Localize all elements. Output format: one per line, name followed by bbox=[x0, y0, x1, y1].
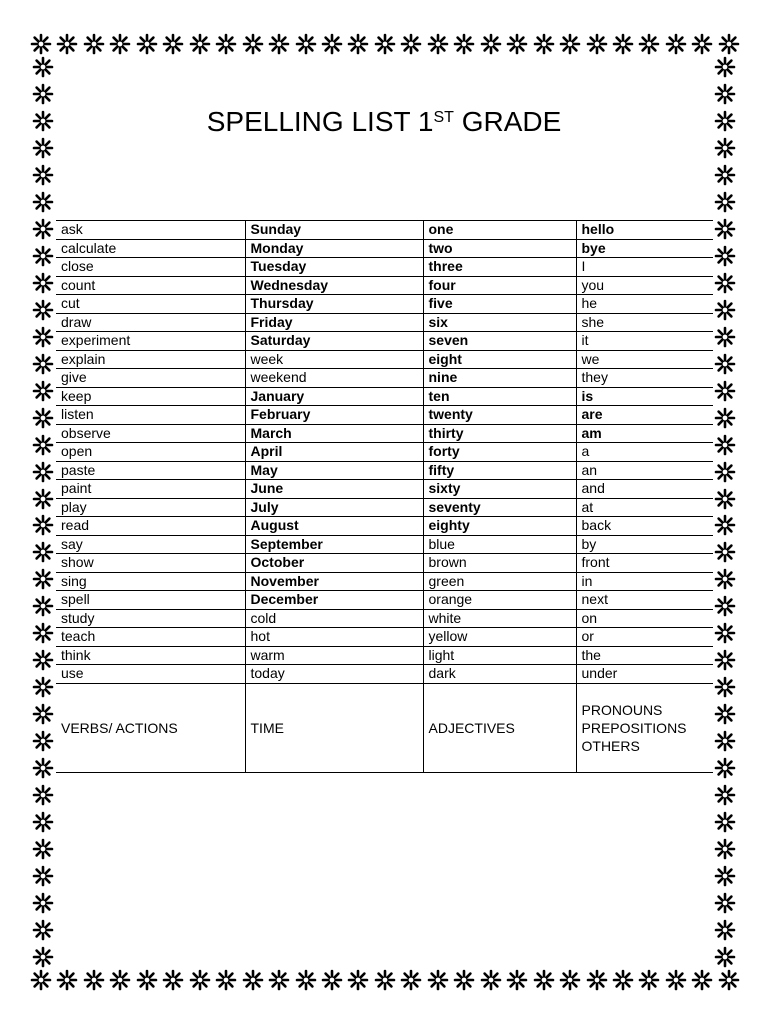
table-cell: July bbox=[245, 498, 423, 517]
table-cell: two bbox=[423, 239, 576, 258]
asterisk-flower-icon bbox=[453, 969, 475, 991]
asterisk-flower-icon bbox=[30, 969, 52, 991]
table-row bbox=[56, 461, 713, 480]
asterisk-flower-icon bbox=[136, 969, 158, 991]
asterisk-flower-icon bbox=[400, 969, 422, 991]
table-cell: explain bbox=[56, 350, 245, 369]
table-cell: you bbox=[576, 276, 713, 295]
asterisk-flower-icon bbox=[32, 838, 54, 860]
asterisk-flower-icon bbox=[242, 969, 264, 991]
asterisk-flower-icon bbox=[714, 353, 736, 375]
table-cell: seven bbox=[423, 332, 576, 351]
asterisk-flower-icon bbox=[32, 407, 54, 429]
asterisk-flower-icon bbox=[32, 380, 54, 402]
asterisk-flower-icon bbox=[714, 568, 736, 590]
category-label: PREPOSITIONS bbox=[581, 719, 687, 736]
asterisk-flower-icon bbox=[691, 969, 713, 991]
title-main: SPELLING LIST 1 bbox=[206, 106, 434, 137]
title-superscript: ST bbox=[433, 109, 454, 126]
table-row bbox=[56, 221, 713, 240]
table-cell: March bbox=[245, 424, 423, 443]
table-cell: calculate bbox=[56, 239, 245, 258]
table-cell: an bbox=[576, 461, 713, 480]
asterisk-flower-icon bbox=[714, 299, 736, 321]
table-cell: hot bbox=[245, 628, 423, 647]
table-cell: forty bbox=[423, 443, 576, 462]
asterisk-flower-icon bbox=[32, 784, 54, 806]
asterisk-flower-icon bbox=[347, 969, 369, 991]
table-cell: front bbox=[576, 554, 713, 573]
table-cell: eighty bbox=[423, 517, 576, 536]
asterisk-flower-icon bbox=[295, 33, 317, 55]
asterisk-flower-icon bbox=[559, 969, 581, 991]
table-cell: yellow bbox=[423, 628, 576, 647]
asterisk-flower-icon bbox=[559, 33, 581, 55]
table-cell: are bbox=[576, 406, 713, 425]
asterisk-flower-icon bbox=[714, 488, 736, 510]
table-cell: seventy bbox=[423, 498, 576, 517]
table-cell: draw bbox=[56, 313, 245, 332]
table-cell: open bbox=[56, 443, 245, 462]
asterisk-flower-icon bbox=[665, 969, 687, 991]
table-cell: under bbox=[576, 665, 713, 684]
table-cell: keep bbox=[56, 387, 245, 406]
category-label: TIME bbox=[250, 719, 284, 736]
table-row bbox=[56, 517, 713, 536]
table-cell: twenty bbox=[423, 406, 576, 425]
asterisk-flower-icon bbox=[268, 33, 290, 55]
asterisk-flower-icon bbox=[714, 191, 736, 213]
table-cell: four bbox=[423, 276, 576, 295]
asterisk-flower-icon bbox=[162, 33, 184, 55]
table-cell: in bbox=[576, 572, 713, 591]
table-cell: by bbox=[576, 535, 713, 554]
asterisk-flower-icon bbox=[32, 56, 54, 78]
asterisk-flower-icon bbox=[714, 865, 736, 887]
table-cell: white bbox=[423, 609, 576, 628]
table-cell: we bbox=[576, 350, 713, 369]
table-cell: close bbox=[56, 258, 245, 277]
asterisk-flower-icon bbox=[427, 969, 449, 991]
asterisk-flower-icon bbox=[714, 514, 736, 536]
asterisk-flower-icon bbox=[400, 33, 422, 55]
category-label: ADJECTIVES bbox=[428, 719, 515, 736]
asterisk-flower-icon bbox=[32, 622, 54, 644]
asterisk-flower-icon bbox=[32, 892, 54, 914]
table-cell: study bbox=[56, 609, 245, 628]
asterisk-flower-icon bbox=[638, 33, 660, 55]
asterisk-flower-icon bbox=[32, 191, 54, 213]
asterisk-flower-icon bbox=[714, 622, 736, 644]
table-cell: they bbox=[576, 369, 713, 388]
category-label: VERBS/ ACTIONS bbox=[61, 719, 178, 736]
asterisk-flower-icon bbox=[714, 919, 736, 941]
table-cell: observe bbox=[56, 424, 245, 443]
asterisk-flower-icon bbox=[30, 33, 52, 55]
asterisk-flower-icon bbox=[295, 969, 317, 991]
table-cell: bye bbox=[576, 239, 713, 258]
asterisk-flower-icon bbox=[268, 969, 290, 991]
asterisk-flower-icon bbox=[32, 595, 54, 617]
table-cell: is bbox=[576, 387, 713, 406]
asterisk-flower-icon bbox=[32, 541, 54, 563]
asterisk-flower-icon bbox=[612, 33, 634, 55]
asterisk-flower-icon bbox=[32, 757, 54, 779]
table-cell: cut bbox=[56, 295, 245, 314]
asterisk-flower-icon bbox=[215, 969, 237, 991]
table-cell: give bbox=[56, 369, 245, 388]
asterisk-flower-icon bbox=[714, 811, 736, 833]
asterisk-flower-icon bbox=[533, 33, 555, 55]
table-row bbox=[56, 239, 713, 258]
table-cell: listen bbox=[56, 406, 245, 425]
table-cell: orange bbox=[423, 591, 576, 610]
table-cell: September bbox=[245, 535, 423, 554]
table-cell: eight bbox=[423, 350, 576, 369]
category-label: PRONOUNS bbox=[581, 701, 663, 718]
asterisk-flower-icon bbox=[714, 838, 736, 860]
asterisk-flower-icon bbox=[56, 969, 78, 991]
category-cell bbox=[245, 683, 423, 772]
table-cell: paste bbox=[56, 461, 245, 480]
asterisk-flower-icon bbox=[480, 33, 502, 55]
asterisk-flower-icon bbox=[714, 380, 736, 402]
asterisk-flower-icon bbox=[189, 969, 211, 991]
table-row bbox=[56, 332, 713, 351]
asterisk-flower-icon bbox=[714, 407, 736, 429]
table-cell: paint bbox=[56, 480, 245, 499]
asterisk-flower-icon bbox=[586, 969, 608, 991]
table-cell: it bbox=[576, 332, 713, 351]
asterisk-flower-icon bbox=[638, 969, 660, 991]
asterisk-flower-icon bbox=[242, 33, 264, 55]
page-title bbox=[0, 102, 768, 142]
asterisk-flower-icon bbox=[718, 33, 740, 55]
table-cell: warm bbox=[245, 646, 423, 665]
table-cell: August bbox=[245, 517, 423, 536]
table-cell: six bbox=[423, 313, 576, 332]
table-row bbox=[56, 295, 713, 314]
table-cell: light bbox=[423, 646, 576, 665]
asterisk-flower-icon bbox=[32, 919, 54, 941]
asterisk-flower-icon bbox=[32, 514, 54, 536]
asterisk-flower-icon bbox=[714, 757, 736, 779]
asterisk-flower-icon bbox=[109, 969, 131, 991]
asterisk-flower-icon bbox=[32, 434, 54, 456]
table-cell: on bbox=[576, 609, 713, 628]
table-cell: December bbox=[245, 591, 423, 610]
table-cell: teach bbox=[56, 628, 245, 647]
table-row bbox=[56, 369, 713, 388]
asterisk-flower-icon bbox=[136, 33, 158, 55]
asterisk-flower-icon bbox=[427, 33, 449, 55]
table-cell: use bbox=[56, 665, 245, 684]
table-cell: June bbox=[245, 480, 423, 499]
category-label: OTHERS bbox=[581, 737, 640, 754]
asterisk-flower-icon bbox=[480, 969, 502, 991]
table-cell: cold bbox=[245, 609, 423, 628]
table-row bbox=[56, 554, 713, 573]
asterisk-flower-icon bbox=[718, 969, 740, 991]
asterisk-flower-icon bbox=[691, 33, 713, 55]
asterisk-flower-icon bbox=[506, 33, 528, 55]
table-cell: thirty bbox=[423, 424, 576, 443]
asterisk-flower-icon bbox=[32, 272, 54, 294]
table-cell: a bbox=[576, 443, 713, 462]
table-row bbox=[56, 572, 713, 591]
table-cell: next bbox=[576, 591, 713, 610]
table-cell: February bbox=[245, 406, 423, 425]
table-cell: experiment bbox=[56, 332, 245, 351]
table-cell: Saturday bbox=[245, 332, 423, 351]
table-cell: say bbox=[56, 535, 245, 554]
table-row bbox=[56, 498, 713, 517]
table-row bbox=[56, 387, 713, 406]
asterisk-flower-icon bbox=[586, 33, 608, 55]
asterisk-flower-icon bbox=[32, 676, 54, 698]
asterisk-flower-icon bbox=[32, 811, 54, 833]
asterisk-flower-icon bbox=[714, 56, 736, 78]
table-row bbox=[56, 424, 713, 443]
table-cell: April bbox=[245, 443, 423, 462]
asterisk-flower-icon bbox=[612, 969, 634, 991]
table-cell: think bbox=[56, 646, 245, 665]
asterisk-flower-icon bbox=[714, 892, 736, 914]
table-cell: brown bbox=[423, 554, 576, 573]
asterisk-flower-icon bbox=[32, 703, 54, 725]
table-cell: Sunday bbox=[245, 221, 423, 240]
asterisk-flower-icon bbox=[714, 541, 736, 563]
category-cell bbox=[576, 683, 713, 772]
table-cell: she bbox=[576, 313, 713, 332]
category-row bbox=[56, 683, 713, 772]
category-cell bbox=[56, 683, 245, 772]
table-cell: back bbox=[576, 517, 713, 536]
table-row bbox=[56, 591, 713, 610]
table-cell: green bbox=[423, 572, 576, 591]
title-suffix: GRADE bbox=[461, 106, 562, 137]
table-row bbox=[56, 628, 713, 647]
table-cell: today bbox=[245, 665, 423, 684]
table-cell: nine bbox=[423, 369, 576, 388]
table-cell: November bbox=[245, 572, 423, 591]
asterisk-flower-icon bbox=[32, 326, 54, 348]
asterisk-flower-icon bbox=[714, 326, 736, 348]
asterisk-flower-icon bbox=[714, 676, 736, 698]
table-cell: read bbox=[56, 517, 245, 536]
table-cell: Tuesday bbox=[245, 258, 423, 277]
table-cell: weekend bbox=[245, 369, 423, 388]
asterisk-flower-icon bbox=[32, 164, 54, 186]
table-row bbox=[56, 258, 713, 277]
table-row bbox=[56, 535, 713, 554]
asterisk-flower-icon bbox=[714, 595, 736, 617]
table-cell: the bbox=[576, 646, 713, 665]
asterisk-flower-icon bbox=[714, 272, 736, 294]
asterisk-flower-icon bbox=[32, 649, 54, 671]
table-cell: am bbox=[576, 424, 713, 443]
asterisk-flower-icon bbox=[109, 33, 131, 55]
asterisk-flower-icon bbox=[32, 730, 54, 752]
asterisk-flower-icon bbox=[162, 969, 184, 991]
asterisk-flower-icon bbox=[32, 568, 54, 590]
table-cell: May bbox=[245, 461, 423, 480]
asterisk-flower-icon bbox=[83, 969, 105, 991]
table-cell: spell bbox=[56, 591, 245, 610]
table-cell: or bbox=[576, 628, 713, 647]
table-cell: Friday bbox=[245, 313, 423, 332]
asterisk-flower-icon bbox=[32, 461, 54, 483]
table-cell: hello bbox=[576, 221, 713, 240]
asterisk-flower-icon bbox=[533, 969, 555, 991]
border-right bbox=[712, 56, 738, 968]
table-row bbox=[56, 609, 713, 628]
table-row bbox=[56, 313, 713, 332]
table-cell: at bbox=[576, 498, 713, 517]
asterisk-flower-icon bbox=[714, 703, 736, 725]
asterisk-flower-icon bbox=[714, 461, 736, 483]
asterisk-flower-icon bbox=[453, 33, 475, 55]
table-row bbox=[56, 443, 713, 462]
table-cell: October bbox=[245, 554, 423, 573]
asterisk-flower-icon bbox=[714, 434, 736, 456]
border-top bbox=[30, 31, 740, 57]
table-cell: five bbox=[423, 295, 576, 314]
asterisk-flower-icon bbox=[321, 33, 343, 55]
table-cell: fifty bbox=[423, 461, 576, 480]
asterisk-flower-icon bbox=[347, 33, 369, 55]
asterisk-flower-icon bbox=[714, 218, 736, 240]
asterisk-flower-icon bbox=[56, 33, 78, 55]
asterisk-flower-icon bbox=[32, 488, 54, 510]
table-cell: January bbox=[245, 387, 423, 406]
table-cell: play bbox=[56, 498, 245, 517]
table-cell: dark bbox=[423, 665, 576, 684]
asterisk-flower-icon bbox=[215, 33, 237, 55]
table-row bbox=[56, 276, 713, 295]
table-cell: ten bbox=[423, 387, 576, 406]
table-row bbox=[56, 665, 713, 684]
table-cell: he bbox=[576, 295, 713, 314]
asterisk-flower-icon bbox=[506, 969, 528, 991]
asterisk-flower-icon bbox=[32, 946, 54, 968]
asterisk-flower-icon bbox=[714, 649, 736, 671]
table-cell: show bbox=[56, 554, 245, 573]
table-cell: Thursday bbox=[245, 295, 423, 314]
table-cell: blue bbox=[423, 535, 576, 554]
table-cell: I bbox=[576, 258, 713, 277]
spelling-table bbox=[56, 220, 713, 773]
asterisk-flower-icon bbox=[32, 299, 54, 321]
table-cell: and bbox=[576, 480, 713, 499]
asterisk-flower-icon bbox=[189, 33, 211, 55]
category-cell bbox=[423, 683, 576, 772]
border-bottom bbox=[30, 967, 740, 993]
asterisk-flower-icon bbox=[714, 784, 736, 806]
table-cell: one bbox=[423, 221, 576, 240]
table-cell: Monday bbox=[245, 239, 423, 258]
asterisk-flower-icon bbox=[374, 33, 396, 55]
asterisk-flower-icon bbox=[32, 245, 54, 267]
table-row bbox=[56, 480, 713, 499]
table-cell: week bbox=[245, 350, 423, 369]
asterisk-flower-icon bbox=[83, 33, 105, 55]
table-cell: sing bbox=[56, 572, 245, 591]
table-row bbox=[56, 646, 713, 665]
asterisk-flower-icon bbox=[374, 969, 396, 991]
asterisk-flower-icon bbox=[32, 353, 54, 375]
asterisk-flower-icon bbox=[32, 865, 54, 887]
table-cell: ask bbox=[56, 221, 245, 240]
border-left bbox=[30, 56, 56, 968]
asterisk-flower-icon bbox=[665, 33, 687, 55]
asterisk-flower-icon bbox=[714, 946, 736, 968]
asterisk-flower-icon bbox=[714, 245, 736, 267]
table-cell: count bbox=[56, 276, 245, 295]
table-row bbox=[56, 350, 713, 369]
asterisk-flower-icon bbox=[714, 164, 736, 186]
asterisk-flower-icon bbox=[714, 730, 736, 752]
table-cell: Wednesday bbox=[245, 276, 423, 295]
table-cell: sixty bbox=[423, 480, 576, 499]
table-cell: three bbox=[423, 258, 576, 277]
asterisk-flower-icon bbox=[321, 969, 343, 991]
asterisk-flower-icon bbox=[32, 218, 54, 240]
table-row bbox=[56, 406, 713, 425]
